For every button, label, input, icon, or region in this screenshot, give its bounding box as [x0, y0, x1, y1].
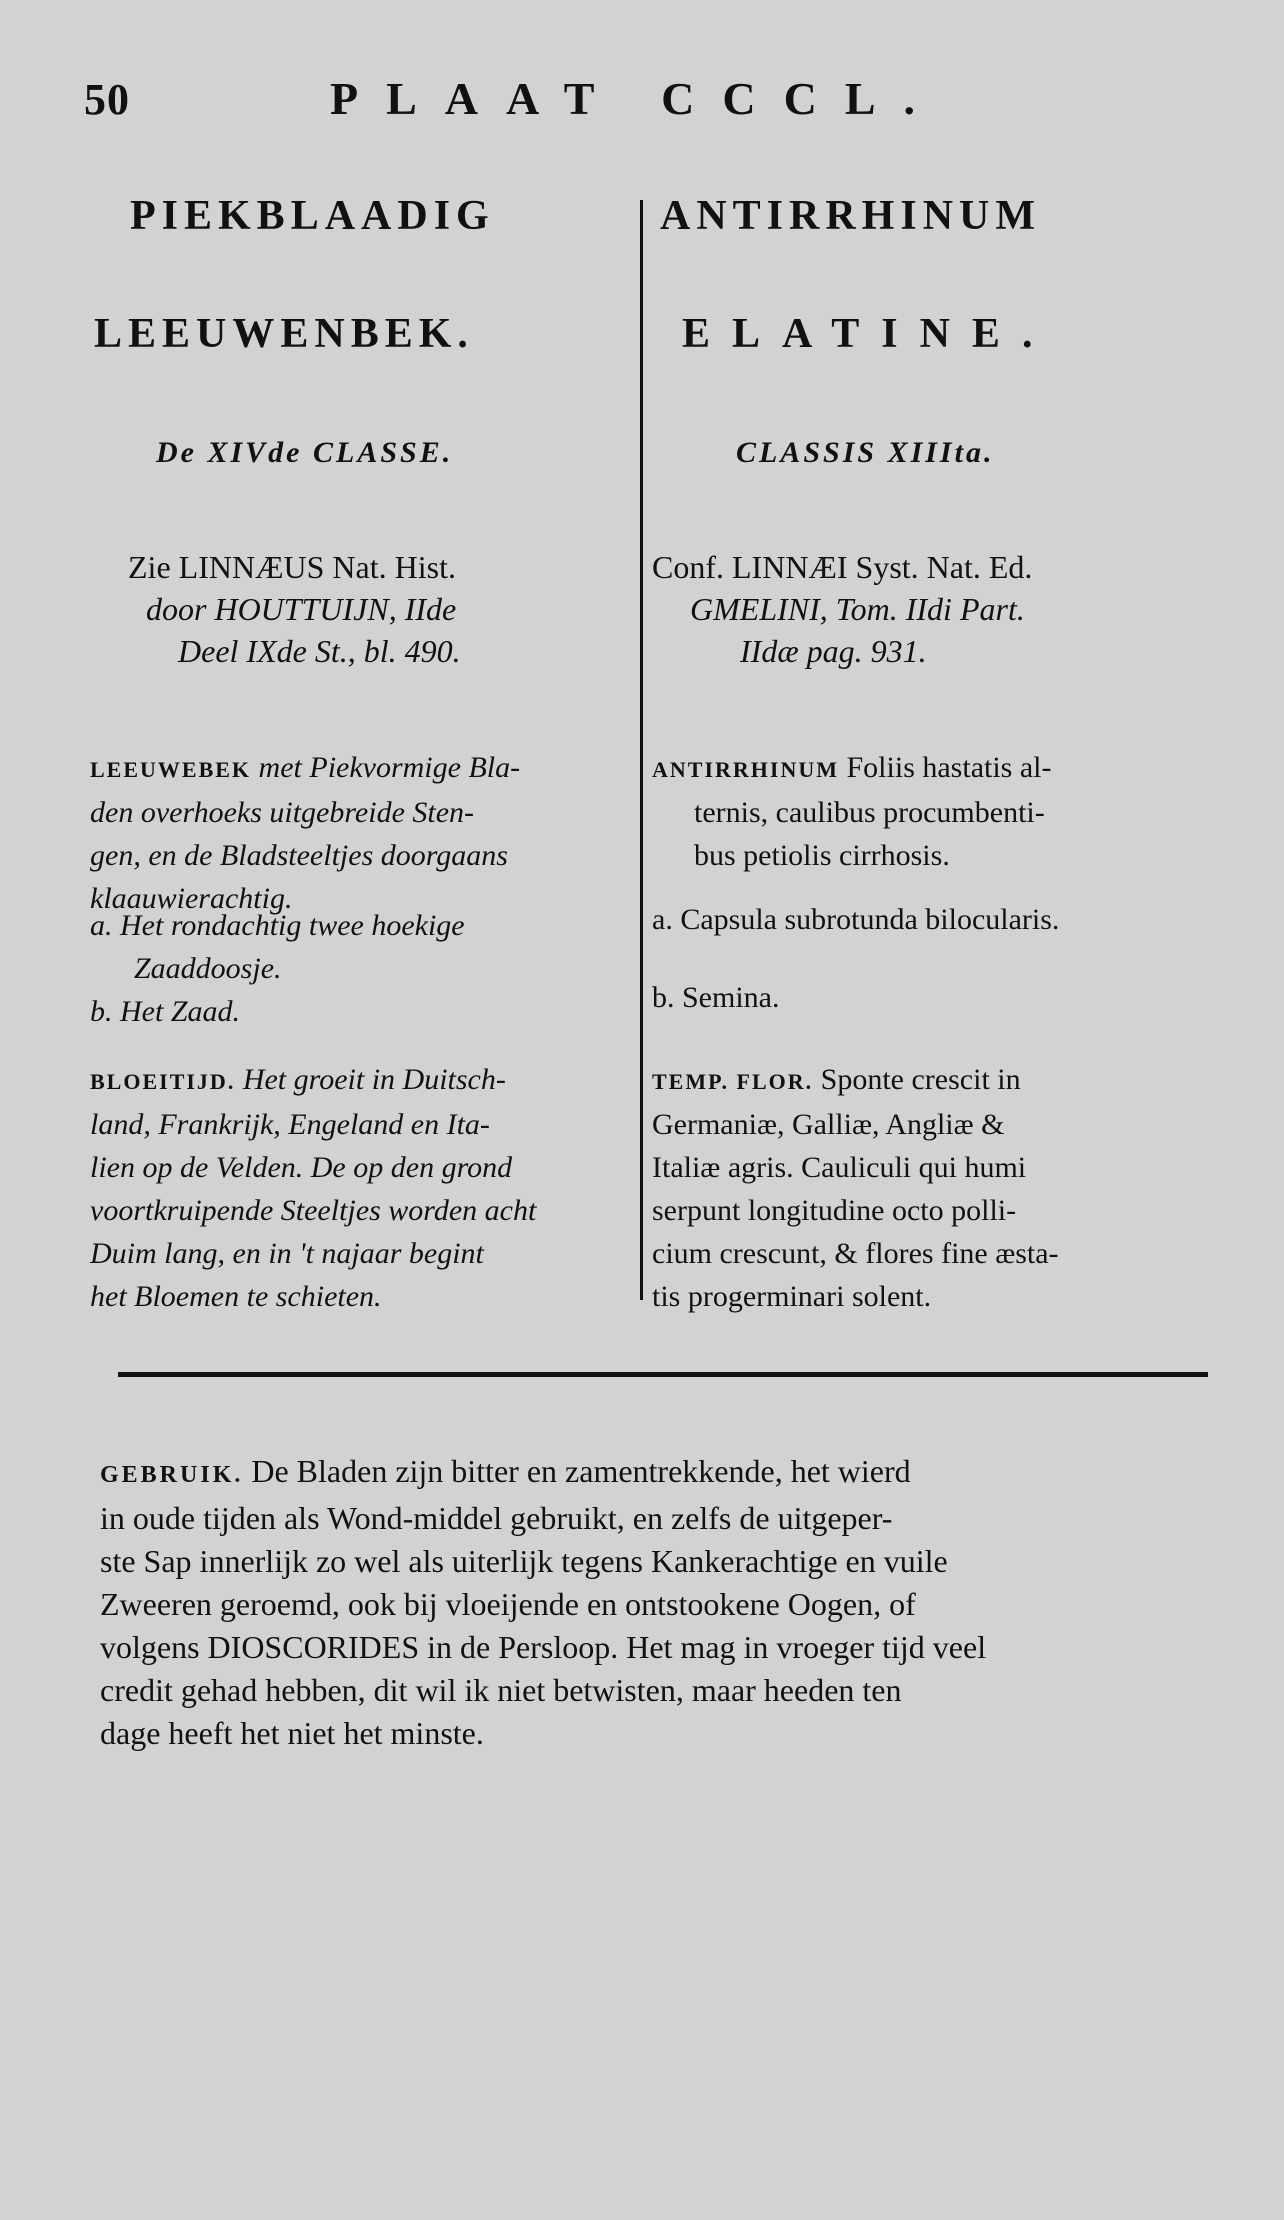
ref-line: IIdæ pag. 931. [740, 633, 927, 669]
usage-line: De Bladen zijn bitter en zamentrekkende, het wierd [251, 1453, 911, 1489]
usage-paragraph [100, 1450, 1220, 1755]
desc-lead: LEEUWEBEK [90, 757, 252, 782]
left-flowering [90, 1058, 635, 1318]
temp-line: serpunt longitudine octo polli- [652, 1194, 1017, 1227]
page-number: 50 [84, 75, 130, 124]
temp-line: Sponte crescit in [820, 1063, 1021, 1096]
item-a-line: a. Het rondachtig twee hoekige [90, 909, 465, 942]
left-item-a [90, 904, 465, 990]
right-reference [652, 546, 1032, 672]
usage-line: ste Sap innerlijk zo wel als uiterlijk tegens Kankerachtige en vuile [100, 1543, 948, 1579]
temp-line: tis progerminari solent. [652, 1280, 932, 1313]
usage-line: credit gehad hebben, dit wil ik niet betwisten, maar heeden ten [100, 1672, 902, 1708]
right-item-b: b. Semina. [652, 981, 780, 1014]
column-divider [640, 200, 643, 1300]
left-header-1: PIEKBLAADIG [130, 193, 495, 239]
right-classis: CLASSIS XIIIta. [736, 436, 995, 469]
desc-line: bus petiolis cirrhosis. [694, 839, 950, 872]
ref-line: GMELINI, Tom. IIdi Part. [690, 591, 1025, 627]
desc-line: met Piekvormige Bla- [258, 751, 521, 784]
plate-title: PLAAT CCCL. [330, 73, 943, 124]
desc-line: gen, en de Bladsteeltjes doorgaans [90, 839, 508, 872]
desc-lead: ANTIRRHINUM [652, 757, 839, 782]
left-item-b: b. Het Zaad. [90, 995, 240, 1028]
bloei-line: het Bloemen te schieten. [90, 1280, 382, 1313]
desc-line: klaauwierachtig. [90, 882, 293, 915]
left-classis: De XIVde CLASSE. [156, 436, 454, 469]
section-rule [118, 1372, 1208, 1377]
bloei-line: Duim lang, en in 't najaar begint [90, 1237, 484, 1270]
ref-line: Conf. LINNÆI Syst. Nat. Ed. [652, 549, 1033, 585]
temp-lead: TEMP. FLOR. [652, 1069, 814, 1094]
right-header-2: ELATINE. [682, 311, 1055, 357]
bloei-line: land, Frankrijk, Engeland en Ita- [90, 1108, 490, 1141]
desc-line: Foliis hastatis al- [846, 751, 1052, 784]
ref-line: Zie LINNÆUS Nat. Hist. [128, 549, 456, 585]
temp-line: Germaniæ, Galliæ, Angliæ & [652, 1108, 1005, 1141]
temp-line: cium crescunt, & flores fine æsta- [652, 1237, 1059, 1270]
right-header-1: ANTIRRHINUM [660, 193, 1041, 239]
left-reference [128, 546, 461, 672]
bloei-lead: BLOEITIJD. [90, 1069, 236, 1094]
temp-line: Italiæ agris. Cauliculi qui humi [652, 1151, 1027, 1184]
bloei-line: voortkruipende Steeltjes worden acht [90, 1194, 537, 1227]
right-item-a: a. Capsula subrotunda bilocularis. [652, 903, 1060, 936]
left-header-2: LEEUWENBEK. [94, 311, 474, 357]
ref-line: Deel IXde St., bl. 490. [178, 633, 461, 669]
ref-line: door HOUTTUIJN, IIde [146, 591, 457, 627]
usage-lead: GEBRUIK. [100, 1462, 244, 1488]
desc-line: den overhoeks uitgebreide Sten- [90, 796, 475, 829]
usage-line: volgens DIOSCORIDES in de Persloop. Het mag in vroeger tijd veel [100, 1629, 987, 1665]
usage-line: Zweeren geroemd, ook bij vloeijende en ontstookene Oogen, of [100, 1586, 916, 1622]
bloei-line: lien op de Velden. De op den grond [90, 1151, 513, 1184]
usage-line: dage heeft het niet het minste. [100, 1715, 484, 1751]
item-a-line: Zaaddoosje. [134, 952, 282, 985]
bloei-line: Het groeit in Duitsch- [242, 1063, 506, 1096]
right-description [652, 746, 1207, 877]
usage-line: in oude tijden als Wond-middel gebruikt, en zelfs de uitgeper- [100, 1500, 893, 1536]
desc-line: ternis, caulibus procumbenti- [694, 796, 1045, 829]
left-description [90, 746, 635, 920]
right-flowering [652, 1058, 1207, 1318]
